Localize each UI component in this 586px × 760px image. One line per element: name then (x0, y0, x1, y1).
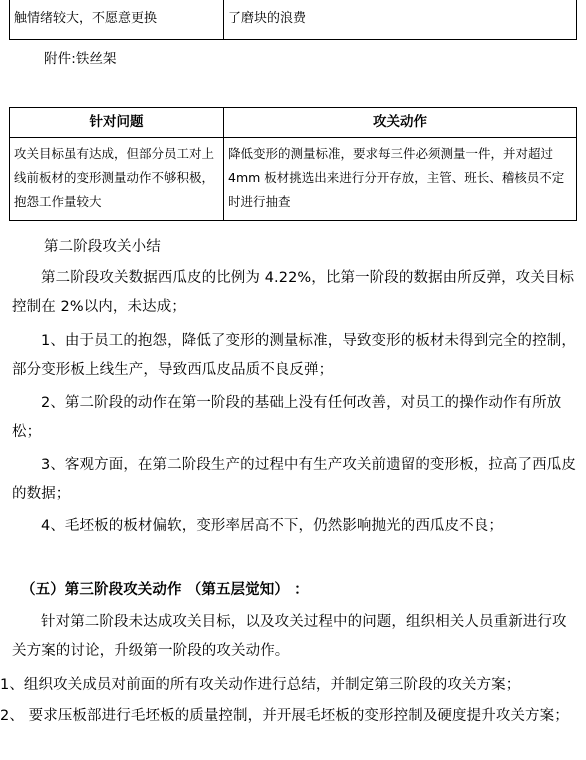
table-header-row (10, 108, 577, 138)
summary-item-4: 4、毛坯板的板材偏软，变形率居高不下，仍然影响抛光的西瓜皮不良； (41, 518, 503, 534)
table-top-continuation (9, 0, 577, 40)
attachment-label: 附件:铁丝架 (44, 51, 117, 67)
step-1: 1、组织攻关成员对前面的所有攻关动作进行总结，并制定第三阶段的攻关方案； (0, 677, 521, 693)
summary-item-3: 3、客观方面，在第二阶段生产的过程中有生产攻关前遗留的变形板，拉高了西瓜皮的数据； (12, 457, 576, 502)
table-cell: 触情绪较大，不愿意更换 (10, 0, 224, 40)
summary-item-1: 1、由于员工的抱怨，降低了变形的测量标准，导致变形的板材未得到完全的控制，部分变形板上线生产，导致西瓜皮品质不良反弹； (12, 333, 576, 378)
table-header-action: 攻关动作 (224, 108, 577, 138)
table-header-issue: 针对问题 (10, 108, 224, 138)
table-row (10, 138, 577, 221)
table-cell: 了磨块的浪费 (224, 0, 577, 40)
step-2: 2、 要求压板部进行毛坯板的质量控制，并开展毛坯板的变形控制及硬度提升攻关方案； (0, 708, 569, 724)
section-heading: （五）第三阶段攻关动作 （第五层觉知） ： (21, 582, 309, 598)
table-cell-action: 降低变形的测量标准，要求每三件必须测量一件，并对超过 4mm 板材挑选出来进行分开存放，主管、班长、稽核员不定时进行抽查 (224, 138, 577, 221)
summary-item-2: 2、第二阶段的动作在第一阶段的基础上没有任何改善，对员工的操作动作有所放松； (12, 395, 562, 440)
summary-intro: 第二阶段攻关数据西瓜皮的比例为 4.22%，比第一阶段的数据由所反弹，攻关目标控制在 2%以内，未达成； (12, 270, 575, 315)
table-row (10, 0, 577, 40)
issue-action-table (9, 107, 577, 221)
section-intro: 针对第二阶段未达成攻关目标，以及攻关过程中的问题，组织相关人员重新进行攻关方案的讨论，升级第一阶段的攻关动作。 (12, 614, 567, 659)
table-cell-issue: 攻关目标虽有达成，但部分员工对上线前板材的变形测量动作不够积极，抱怨工作量较大 (10, 138, 224, 221)
summary-title: 第二阶段攻关小结 (44, 239, 161, 255)
